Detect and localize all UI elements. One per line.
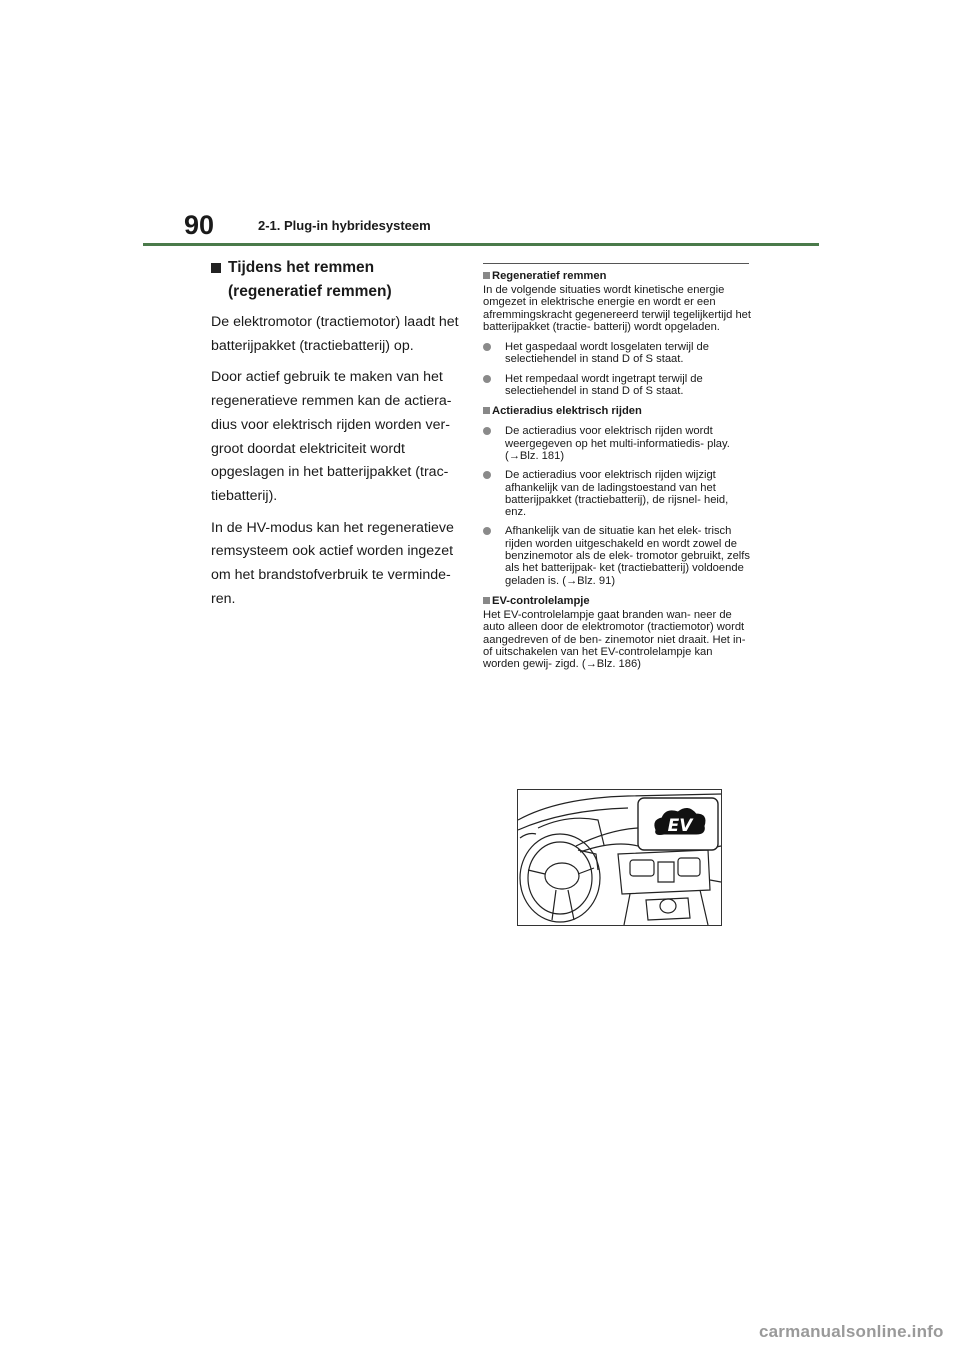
list-item <box>483 341 751 366</box>
square-bullet-icon <box>483 272 490 279</box>
paragraph: In de HV-modus kan het regeneratieve remsysteem ook actief worden ingezet om het brandstofverbruik te verminde- ren. <box>211 519 454 607</box>
header-rule <box>143 243 819 246</box>
paragraph: De elektromotor (tractiemotor) laadt het batterijpakket (tractiebatterij) op. <box>211 314 459 354</box>
list-item-text: Afhankelijk van de situatie kan het elek- trisch rijden worden uitgeschakeld en wordt zowel de benzinemotor als de elek- tromotor gebruikt, zelfs als het batterijpak- ket (tractiebatterij) voldoende geladen is. (→Blz. 91) <box>505 525 750 587</box>
dashboard-illustration <box>517 789 722 926</box>
list-item-text: Het rempedaal wordt ingetrapt terwijl de selectiehendel in stand D of S staat. <box>505 372 703 398</box>
right-column <box>483 263 751 678</box>
list-item-text: De actieradius voor elektrisch rijden wijzigt afhankelijk van de ladingstoestand van het batterijpakket (tractiebatterij), de rijsnel- heid, enz. <box>505 469 729 519</box>
ev-text: Het EV-controlelampje gaat branden wan- neer de auto alleen door de elektromotor (tractiemotor) wordt aangedreven of de ben- zinemotor niet draait. Het in- of uitschakelen van het EV-controlelampje kan worden gewij- zigd. (→Blz. 186) <box>483 608 746 671</box>
regen-braking-heading-text: Tijdens het remmen (regeneratief remmen) <box>228 259 392 300</box>
range-heading-text: Actieradius elektrisch rijden <box>492 405 642 418</box>
ev-heading-text: EV-controlelampje <box>492 594 590 607</box>
ev-heading <box>483 594 751 608</box>
round-bullet-icon <box>483 375 491 383</box>
square-bullet-icon <box>211 263 221 273</box>
round-bullet-icon <box>483 427 491 435</box>
list-item <box>483 425 751 462</box>
list-item-text: De actieradius voor elektrisch rijden wordt weergegeven op het multi-informatiedis- play. (→Blz. 181) <box>505 425 730 462</box>
regen-heading-text: Regeneratief remmen <box>492 270 607 282</box>
round-bullet-icon <box>483 343 491 351</box>
page-number: 90 <box>184 210 215 240</box>
list-item <box>483 469 751 518</box>
square-bullet-icon <box>483 597 490 604</box>
paragraph: Door actief gebruik te maken van het regeneratieve remmen kan de actiera- dius voor elektrisch rijden worden ver- groot doordat elektriciteit wordt opgeslagen in het batterijpakket (trac- tiebatterij). <box>211 369 452 504</box>
dashboard-drawing <box>518 790 721 925</box>
ev-badge-icon: EV <box>667 816 693 836</box>
square-bullet-icon <box>483 407 490 414</box>
regen-heading <box>483 269 751 283</box>
list-item <box>483 525 751 586</box>
watermark: carmanualsonline.info <box>759 1322 944 1341</box>
range-heading <box>483 404 751 418</box>
list-item <box>483 373 751 398</box>
round-bullet-icon <box>483 471 491 479</box>
left-column <box>211 256 467 619</box>
regen-text: In de volgende situaties wordt kinetische energie omgezet in elektrische energie en wordt er een afremmingskracht gegenereerd terwijl tegelijkertijd het batterijpakket (tractie- batterij) wordt opgeladen. <box>483 284 752 333</box>
round-bullet-icon <box>483 527 491 535</box>
regen-braking-heading <box>211 256 467 304</box>
column-rule <box>483 263 749 264</box>
section-title: 2-1. Plug-in hybridesysteem <box>258 218 431 233</box>
list-item-text: Het gaspedaal wordt losgelaten terwijl de selectiehendel in stand D of S staat. <box>505 341 709 366</box>
